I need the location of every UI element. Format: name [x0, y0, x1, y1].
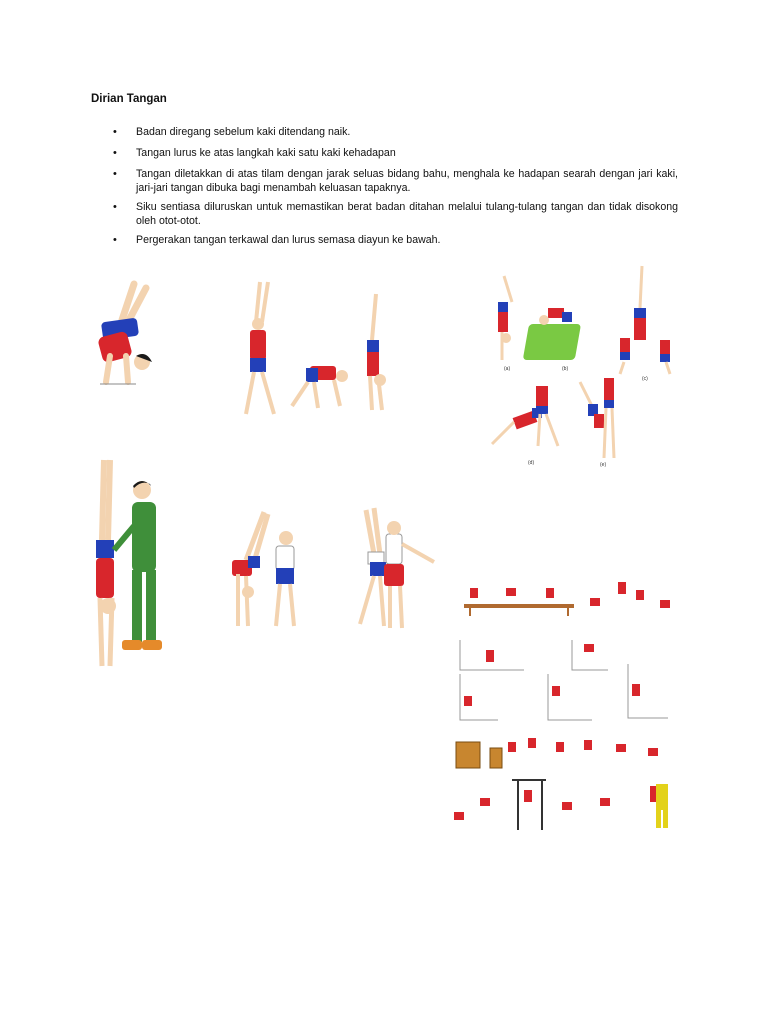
figure-label-e: (e)	[600, 462, 607, 468]
partner-lift-figure	[354, 504, 438, 632]
bullet-marker: •	[113, 147, 117, 159]
progression-grid-figure	[440, 576, 684, 838]
figure-label-a: (a)	[504, 366, 511, 372]
page-title: Dirian Tangan	[91, 93, 167, 105]
progression-figure-labelled	[484, 262, 680, 468]
bullet-marker: •	[113, 126, 117, 138]
bullet-text: Tangan lurus ke atas langkah kaki satu kaki kehadapan	[136, 147, 396, 159]
handstand-figure-closeup	[66, 270, 176, 400]
bullet-text: Siku sentiasa diluruskan untuk memastikan berat badan ditahan melalui tulang-tulang tangan dan tidak disokong oleh otot-otot.	[136, 201, 678, 227]
bullet-text: Badan diregang sebelum kaki ditendang naik.	[136, 126, 351, 138]
figure-label-c: (c)	[642, 376, 648, 382]
bullet-text: Pergerakan tangan terkawal dan lurus semasa diayun ke bawah.	[136, 234, 441, 246]
handstand-sequence-figure	[236, 278, 396, 420]
spotter-assisted-handstand-figure	[92, 454, 164, 672]
figure-label-d: (d)	[528, 460, 535, 466]
bullet-marker: •	[113, 201, 117, 213]
figure-label-b: (b)	[562, 366, 569, 372]
bullet-marker: •	[113, 234, 117, 246]
bullet-marker: •	[113, 168, 117, 180]
bullet-text: Tangan diletakkan di atas tilam dengan jarak seluas bidang bahu, menghala ke hadapan searah dengan jari kaki, jari-jari tangan dibuka bagi menambah keluasan tapaknya.	[136, 168, 678, 194]
partner-handstand-figure	[224, 508, 304, 632]
